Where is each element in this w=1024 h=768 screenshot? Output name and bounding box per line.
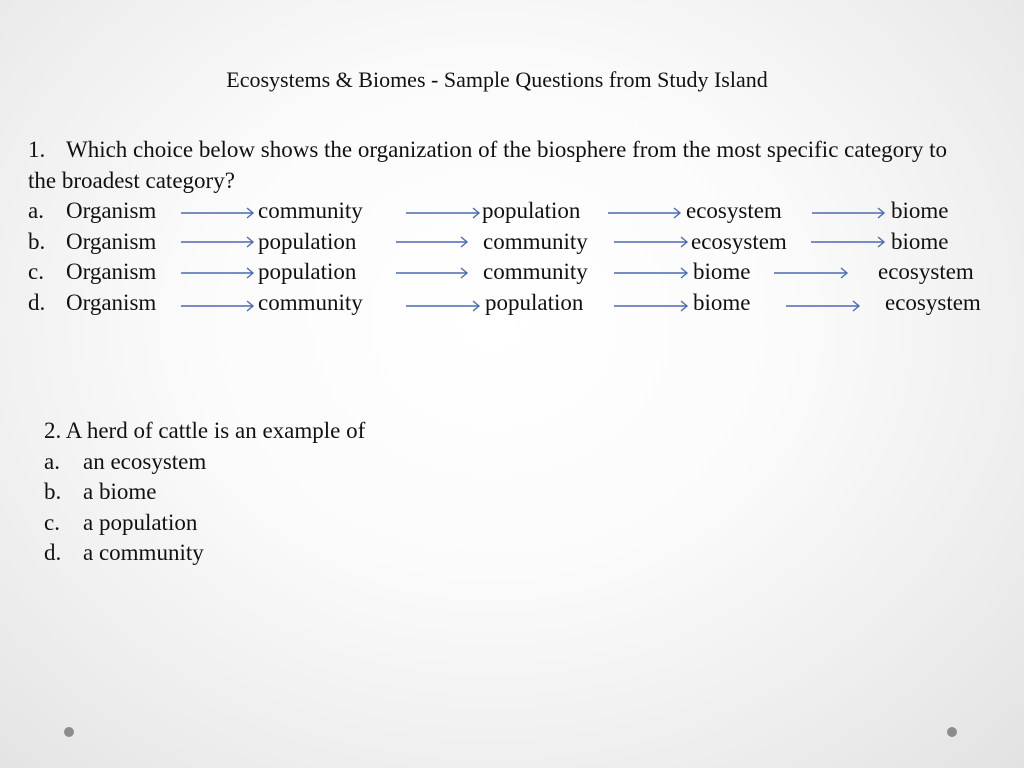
- option-term: Organism: [66, 229, 157, 254]
- question-2: [44, 416, 365, 569]
- option-term: ecosystem: [878, 259, 974, 284]
- option-term: community: [483, 229, 588, 254]
- option-term: community: [258, 290, 363, 315]
- right-arrow-icon: [614, 300, 688, 312]
- option-term: population: [482, 198, 581, 223]
- right-arrow-icon: [406, 300, 480, 312]
- option-term: biome: [891, 229, 949, 254]
- right-arrow-icon: [396, 267, 468, 279]
- option-term: population: [485, 290, 584, 315]
- question-2-option-c: [44, 508, 365, 539]
- right-arrow-icon: [774, 267, 848, 279]
- option-text: a biome: [83, 479, 157, 504]
- option-letter: c.: [44, 509, 60, 535]
- option-term: Organism: [66, 259, 157, 284]
- question-1-stem: [28, 134, 968, 196]
- slide-dot-icon: [947, 727, 957, 737]
- question-2-stem: 2. A herd of cattle is an example of: [44, 418, 366, 443]
- right-arrow-icon: [406, 207, 480, 219]
- option-letter: d.: [44, 540, 62, 565]
- option-letter: d.: [28, 290, 46, 315]
- option-term: population: [258, 259, 357, 284]
- option-letter: b.: [44, 479, 62, 504]
- option-term: biome: [693, 259, 751, 284]
- right-arrow-icon: [396, 236, 468, 248]
- right-arrow-icon: [181, 267, 254, 279]
- option-term: population: [258, 229, 357, 254]
- option-term: ecosystem: [885, 290, 981, 315]
- option-text: a community: [83, 540, 204, 565]
- slide-dot-icon: [64, 727, 74, 737]
- option-term: ecosystem: [691, 229, 787, 254]
- question-1-option-c: [28, 257, 1018, 287]
- option-term: Organism: [66, 290, 157, 315]
- right-arrow-icon: [614, 267, 688, 279]
- option-term: Organism: [66, 198, 157, 223]
- option-text: an ecosystem: [83, 448, 207, 474]
- right-arrow-icon: [608, 207, 681, 219]
- right-arrow-icon: [614, 236, 688, 248]
- option-letter: a.: [44, 448, 60, 474]
- question-2-option-d: [44, 538, 365, 569]
- right-arrow-icon: [181, 207, 254, 219]
- option-text: a population: [83, 509, 198, 535]
- option-term: biome: [693, 290, 751, 315]
- right-arrow-icon: [181, 300, 254, 312]
- right-arrow-icon: [786, 300, 860, 312]
- question-2-option-b: [44, 477, 365, 508]
- question-1-text: Which choice below shows the organization of the biosphere from the most specific category to the broadest category?: [28, 137, 947, 193]
- right-arrow-icon: [181, 236, 254, 248]
- option-term: ecosystem: [686, 198, 782, 223]
- question-1-number: 1.: [28, 137, 46, 162]
- option-term: biome: [891, 198, 949, 223]
- question-1-option-d: [28, 288, 1018, 318]
- option-term: community: [483, 259, 588, 284]
- option-letter: c.: [28, 259, 44, 284]
- option-letter: b.: [28, 229, 46, 254]
- right-arrow-icon: [812, 207, 885, 219]
- option-term: community: [258, 198, 363, 223]
- question-2-option-a: [44, 447, 365, 478]
- slide-title: Ecosystems & Biomes - Sample Questions from Study Island: [226, 67, 768, 92]
- right-arrow-icon: [811, 236, 885, 248]
- option-letter: a.: [28, 198, 44, 223]
